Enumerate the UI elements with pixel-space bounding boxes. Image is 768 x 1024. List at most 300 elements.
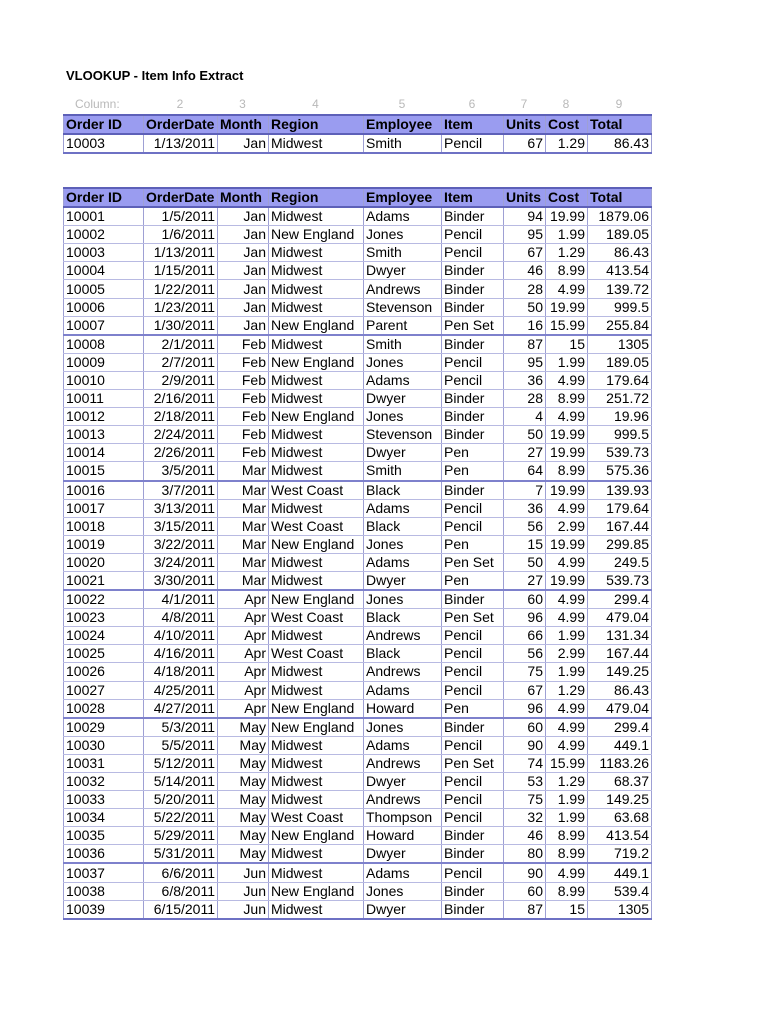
region-cell[interactable]: Midwest [269, 499, 364, 517]
employee-cell[interactable]: Andrews [364, 754, 442, 772]
total-cell[interactable]: 413.54 [588, 262, 652, 280]
employee-cell[interactable]: Smith [364, 335, 442, 354]
units-cell[interactable]: 94 [504, 207, 546, 226]
order-id-cell[interactable]: 10033 [64, 791, 144, 809]
total-cell[interactable]: 1305 [588, 900, 652, 919]
month-cell[interactable]: Feb [218, 353, 269, 371]
order-id-cell[interactable]: 10011 [64, 390, 144, 408]
region-cell[interactable]: New England [269, 827, 364, 845]
order-id-cell[interactable]: 10012 [64, 408, 144, 426]
order-date-cell[interactable]: 3/7/2011 [144, 481, 218, 500]
employee-cell[interactable]: Black [364, 517, 442, 535]
region-cell[interactable]: Midwest [269, 390, 364, 408]
item-cell[interactable]: Binder [442, 900, 504, 919]
cost-cell[interactable]: 1.99 [546, 226, 588, 244]
region-cell[interactable]: Midwest [269, 371, 364, 389]
order-date-cell[interactable]: 1/23/2011 [144, 298, 218, 316]
region-cell[interactable]: Midwest [269, 681, 364, 699]
employee-cell[interactable]: Jones [364, 718, 442, 737]
order-date-cell[interactable]: 6/15/2011 [144, 900, 218, 919]
header-region[interactable]: Region [269, 188, 364, 207]
employee-cell[interactable]: Howard [364, 827, 442, 845]
order-id-cell[interactable]: 10021 [64, 571, 144, 590]
order-date-cell[interactable]: 2/18/2011 [144, 408, 218, 426]
order-date-cell[interactable]: 3/15/2011 [144, 517, 218, 535]
month-cell[interactable]: Jan [218, 280, 269, 298]
total-cell[interactable]: 299.85 [588, 535, 652, 553]
cost-cell[interactable]: 1.99 [546, 353, 588, 371]
item-cell[interactable]: Pencil [442, 226, 504, 244]
region-cell[interactable]: Midwest [269, 207, 364, 226]
units-cell[interactable]: 56 [504, 517, 546, 535]
order-date-cell[interactable]: 1/13/2011 [144, 244, 218, 262]
employee-cell[interactable]: Adams [364, 499, 442, 517]
units-cell[interactable]: 27 [504, 444, 546, 462]
header-cost[interactable]: Cost [546, 115, 588, 134]
total-cell[interactable]: 131.34 [588, 627, 652, 645]
item-cell[interactable]: Binder [442, 845, 504, 864]
total-cell[interactable]: 249.5 [588, 553, 652, 571]
units-cell[interactable]: 87 [504, 900, 546, 919]
cost-cell[interactable]: 19.99 [546, 444, 588, 462]
cost-cell[interactable]: 4.99 [546, 499, 588, 517]
order-date-cell[interactable]: 4/18/2011 [144, 663, 218, 681]
employee-cell[interactable]: Adams [364, 207, 442, 226]
employee-cell[interactable]: Thompson [364, 809, 442, 827]
order-id-cell[interactable]: 10030 [64, 736, 144, 754]
item-cell[interactable]: Binder [442, 262, 504, 280]
order-id-cell[interactable]: 10020 [64, 553, 144, 571]
order-date-cell[interactable]: 5/29/2011 [144, 827, 218, 845]
item-cell[interactable]: Pencil [442, 517, 504, 535]
order-id-cell[interactable]: 10005 [64, 280, 144, 298]
total-cell[interactable]: 999.5 [588, 298, 652, 316]
cost-cell[interactable]: 1.29 [546, 681, 588, 699]
units-cell[interactable]: 80 [504, 845, 546, 864]
order-id-cell[interactable]: 10007 [64, 316, 144, 335]
order-id-cell[interactable]: 10009 [64, 353, 144, 371]
order-id-cell[interactable]: 10008 [64, 335, 144, 354]
region-cell[interactable]: Midwest [269, 462, 364, 481]
units-cell[interactable]: 46 [504, 262, 546, 280]
total-cell[interactable]: 255.84 [588, 316, 652, 335]
employee-cell[interactable]: Parent [364, 316, 442, 335]
month-cell[interactable]: Feb [218, 335, 269, 354]
item-cell[interactable]: Binder [442, 390, 504, 408]
cost-cell[interactable]: 4.99 [546, 718, 588, 737]
employee-cell[interactable]: Andrews [364, 280, 442, 298]
units-cell[interactable]: 60 [504, 718, 546, 737]
header-order-id[interactable]: Order ID [64, 188, 144, 207]
employee-cell[interactable]: Jones [364, 408, 442, 426]
month-cell[interactable]: Apr [218, 609, 269, 627]
units-cell[interactable]: 60 [504, 882, 546, 900]
order-id-cell[interactable]: 10014 [64, 444, 144, 462]
region-cell[interactable]: New England [269, 316, 364, 335]
region-cell[interactable]: Midwest [269, 863, 364, 882]
cost-cell[interactable]: 19.99 [546, 426, 588, 444]
region-cell[interactable]: Midwest [269, 900, 364, 919]
month-cell[interactable]: May [218, 791, 269, 809]
employee-cell[interactable]: Adams [364, 681, 442, 699]
units-cell[interactable]: 7 [504, 481, 546, 500]
region-cell[interactable]: Midwest [269, 244, 364, 262]
cost-cell[interactable]: 8.99 [546, 262, 588, 280]
month-cell[interactable]: Mar [218, 462, 269, 481]
total-cell[interactable]: 449.1 [588, 863, 652, 882]
units-cell[interactable]: 53 [504, 773, 546, 791]
header-item[interactable]: Item [442, 188, 504, 207]
cost-cell[interactable]: 4.99 [546, 863, 588, 882]
employee-cell[interactable]: Black [364, 645, 442, 663]
month-cell[interactable]: May [218, 827, 269, 845]
cost-cell[interactable]: 8.99 [546, 827, 588, 845]
region-cell[interactable]: Midwest [269, 280, 364, 298]
order-date-cell[interactable]: 2/26/2011 [144, 444, 218, 462]
total-cell[interactable]: 63.68 [588, 809, 652, 827]
total-cell[interactable]: 479.04 [588, 609, 652, 627]
region-cell[interactable]: New England [269, 535, 364, 553]
order-id-cell[interactable]: 10028 [64, 699, 144, 718]
total-cell[interactable]: 719.2 [588, 845, 652, 864]
order-id-cell[interactable]: 10010 [64, 371, 144, 389]
item-cell[interactable]: Pen [442, 571, 504, 590]
order-date-cell[interactable]: 6/8/2011 [144, 882, 218, 900]
units-cell[interactable]: 67 [504, 681, 546, 699]
cost-cell[interactable]: 1.29 [546, 244, 588, 262]
employee-cell[interactable]: Stevenson [364, 298, 442, 316]
total-cell[interactable]: 479.04 [588, 699, 652, 718]
units-cell[interactable]: 28 [504, 280, 546, 298]
month-cell[interactable]: Jan [218, 316, 269, 335]
month-cell[interactable]: Jun [218, 863, 269, 882]
cost-cell[interactable]: 4.99 [546, 553, 588, 571]
region-cell[interactable]: Midwest [269, 262, 364, 280]
total-cell[interactable]: 1183.26 [588, 754, 652, 772]
header-item[interactable]: Item [442, 115, 504, 134]
month-cell[interactable]: Jan [218, 244, 269, 262]
item-cell[interactable]: Binder [442, 882, 504, 900]
order-date-cell[interactable]: 2/7/2011 [144, 353, 218, 371]
item-cell[interactable]: Pencil [442, 645, 504, 663]
order-date-cell[interactable]: 5/3/2011 [144, 718, 218, 737]
total-cell[interactable]: 179.64 [588, 499, 652, 517]
month-cell[interactable]: May [218, 754, 269, 772]
order-date-cell[interactable]: 2/9/2011 [144, 371, 218, 389]
order-id-cell[interactable]: 10038 [64, 882, 144, 900]
total-cell[interactable]: 19.96 [588, 408, 652, 426]
month-cell[interactable]: Apr [218, 645, 269, 663]
units-cell[interactable]: 50 [504, 553, 546, 571]
header-total[interactable]: Total [588, 115, 652, 134]
order-id-cell[interactable]: 10031 [64, 754, 144, 772]
cost-cell[interactable]: 19.99 [546, 571, 588, 590]
item-cell[interactable]: Pen [442, 699, 504, 718]
order-date-cell[interactable]: 2/24/2011 [144, 426, 218, 444]
cost-cell[interactable]: 4.99 [546, 699, 588, 718]
units-cell[interactable]: 28 [504, 390, 546, 408]
item-cell[interactable]: Binder [442, 827, 504, 845]
employee-cell[interactable]: Dwyer [364, 571, 442, 590]
employee-cell[interactable]: Dwyer [364, 444, 442, 462]
order-date-cell[interactable]: 3/24/2011 [144, 553, 218, 571]
lookup-order-id-cell[interactable]: 10003 [64, 134, 144, 153]
order-id-cell[interactable]: 10026 [64, 663, 144, 681]
units-cell[interactable]: 50 [504, 426, 546, 444]
region-cell[interactable]: New England [269, 882, 364, 900]
cost-cell[interactable]: 15 [546, 900, 588, 919]
order-id-cell[interactable]: 10032 [64, 773, 144, 791]
item-cell[interactable]: Pen Set [442, 609, 504, 627]
cost-cell[interactable]: 19.99 [546, 207, 588, 226]
order-date-cell[interactable]: 6/6/2011 [144, 863, 218, 882]
cost-cell[interactable]: 19.99 [546, 481, 588, 500]
month-cell[interactable]: Apr [218, 627, 269, 645]
total-cell[interactable]: 413.54 [588, 827, 652, 845]
order-id-cell[interactable]: 10018 [64, 517, 144, 535]
month-cell[interactable]: May [218, 809, 269, 827]
order-date-cell[interactable]: 4/8/2011 [144, 609, 218, 627]
total-cell[interactable]: 539.73 [588, 571, 652, 590]
units-cell[interactable]: 4 [504, 408, 546, 426]
employee-cell[interactable]: Dwyer [364, 845, 442, 864]
header-region[interactable]: Region [269, 115, 364, 134]
employee-cell[interactable]: Adams [364, 553, 442, 571]
month-cell[interactable]: Mar [218, 517, 269, 535]
cost-cell[interactable]: 2.99 [546, 517, 588, 535]
month-cell[interactable]: Jan [218, 207, 269, 226]
item-cell[interactable]: Pencil [442, 863, 504, 882]
employee-cell[interactable]: Stevenson [364, 426, 442, 444]
lookup-month-cell[interactable]: Jan [218, 134, 269, 153]
order-date-cell[interactable]: 4/27/2011 [144, 699, 218, 718]
cost-cell[interactable]: 15.99 [546, 754, 588, 772]
item-cell[interactable]: Pencil [442, 681, 504, 699]
employee-cell[interactable]: Andrews [364, 791, 442, 809]
order-date-cell[interactable]: 3/30/2011 [144, 571, 218, 590]
units-cell[interactable]: 27 [504, 571, 546, 590]
cost-cell[interactable]: 4.99 [546, 408, 588, 426]
order-id-cell[interactable]: 10002 [64, 226, 144, 244]
lookup-region-cell[interactable]: Midwest [269, 134, 364, 153]
header-month[interactable]: Month [218, 188, 269, 207]
order-id-cell[interactable]: 10024 [64, 627, 144, 645]
item-cell[interactable]: Binder [442, 590, 504, 609]
units-cell[interactable]: 74 [504, 754, 546, 772]
order-id-cell[interactable]: 10019 [64, 535, 144, 553]
order-date-cell[interactable]: 5/12/2011 [144, 754, 218, 772]
header-employee[interactable]: Employee [364, 115, 442, 134]
header-total[interactable]: Total [588, 188, 652, 207]
order-id-cell[interactable]: 10015 [64, 462, 144, 481]
order-id-cell[interactable]: 10025 [64, 645, 144, 663]
region-cell[interactable]: New England [269, 699, 364, 718]
month-cell[interactable]: May [218, 845, 269, 864]
order-id-cell[interactable]: 10036 [64, 845, 144, 864]
order-id-cell[interactable]: 10023 [64, 609, 144, 627]
cost-cell[interactable]: 19.99 [546, 535, 588, 553]
employee-cell[interactable]: Adams [364, 371, 442, 389]
units-cell[interactable]: 50 [504, 298, 546, 316]
order-date-cell[interactable]: 5/22/2011 [144, 809, 218, 827]
region-cell[interactable]: West Coast [269, 609, 364, 627]
units-cell[interactable]: 75 [504, 663, 546, 681]
total-cell[interactable]: 68.37 [588, 773, 652, 791]
total-cell[interactable]: 179.64 [588, 371, 652, 389]
order-date-cell[interactable]: 5/14/2011 [144, 773, 218, 791]
employee-cell[interactable]: Dwyer [364, 773, 442, 791]
order-id-cell[interactable]: 10004 [64, 262, 144, 280]
units-cell[interactable]: 87 [504, 335, 546, 354]
month-cell[interactable]: Mar [218, 499, 269, 517]
header-order-id[interactable]: Order ID [64, 115, 144, 134]
units-cell[interactable]: 64 [504, 462, 546, 481]
cost-cell[interactable]: 1.99 [546, 791, 588, 809]
region-cell[interactable]: New England [269, 718, 364, 737]
item-cell[interactable]: Pen [442, 535, 504, 553]
total-cell[interactable]: 449.1 [588, 736, 652, 754]
region-cell[interactable]: Midwest [269, 553, 364, 571]
order-date-cell[interactable]: 1/15/2011 [144, 262, 218, 280]
units-cell[interactable]: 90 [504, 863, 546, 882]
region-cell[interactable]: New England [269, 408, 364, 426]
total-cell[interactable]: 167.44 [588, 645, 652, 663]
cost-cell[interactable]: 8.99 [546, 882, 588, 900]
order-date-cell[interactable]: 5/20/2011 [144, 791, 218, 809]
total-cell[interactable]: 167.44 [588, 517, 652, 535]
total-cell[interactable]: 86.43 [588, 244, 652, 262]
total-cell[interactable]: 86.43 [588, 681, 652, 699]
order-date-cell[interactable]: 5/31/2011 [144, 845, 218, 864]
order-id-cell[interactable]: 10003 [64, 244, 144, 262]
header-employee[interactable]: Employee [364, 188, 442, 207]
lookup-order-date-cell[interactable]: 1/13/2011 [144, 134, 218, 153]
cost-cell[interactable]: 4.99 [546, 280, 588, 298]
order-id-cell[interactable]: 10037 [64, 863, 144, 882]
order-id-cell[interactable]: 10013 [64, 426, 144, 444]
units-cell[interactable]: 16 [504, 316, 546, 335]
order-date-cell[interactable]: 2/1/2011 [144, 335, 218, 354]
item-cell[interactable]: Pencil [442, 499, 504, 517]
total-cell[interactable]: 999.5 [588, 426, 652, 444]
item-cell[interactable]: Pencil [442, 736, 504, 754]
total-cell[interactable]: 149.25 [588, 663, 652, 681]
cost-cell[interactable]: 4.99 [546, 609, 588, 627]
header-cost[interactable]: Cost [546, 188, 588, 207]
region-cell[interactable]: Midwest [269, 754, 364, 772]
cost-cell[interactable]: 4.99 [546, 736, 588, 754]
employee-cell[interactable]: Smith [364, 462, 442, 481]
total-cell[interactable]: 149.25 [588, 791, 652, 809]
region-cell[interactable]: West Coast [269, 645, 364, 663]
total-cell[interactable]: 299.4 [588, 718, 652, 737]
item-cell[interactable]: Pen [442, 462, 504, 481]
units-cell[interactable]: 95 [504, 353, 546, 371]
month-cell[interactable]: Apr [218, 681, 269, 699]
total-cell[interactable]: 139.93 [588, 481, 652, 500]
header-month[interactable]: Month [218, 115, 269, 134]
units-cell[interactable]: 96 [504, 699, 546, 718]
lookup-item-cell[interactable]: Pencil [442, 134, 504, 153]
order-date-cell[interactable]: 4/10/2011 [144, 627, 218, 645]
lookup-employee-cell[interactable]: Smith [364, 134, 442, 153]
item-cell[interactable]: Pen Set [442, 754, 504, 772]
item-cell[interactable]: Pencil [442, 663, 504, 681]
month-cell[interactable]: May [218, 773, 269, 791]
region-cell[interactable]: West Coast [269, 481, 364, 500]
order-id-cell[interactable]: 10029 [64, 718, 144, 737]
region-cell[interactable]: Midwest [269, 444, 364, 462]
month-cell[interactable]: Feb [218, 444, 269, 462]
order-date-cell[interactable]: 1/5/2011 [144, 207, 218, 226]
region-cell[interactable]: Midwest [269, 773, 364, 791]
month-cell[interactable]: Feb [218, 371, 269, 389]
units-cell[interactable]: 46 [504, 827, 546, 845]
units-cell[interactable]: 67 [504, 244, 546, 262]
region-cell[interactable]: New England [269, 226, 364, 244]
employee-cell[interactable]: Andrews [364, 627, 442, 645]
cost-cell[interactable]: 8.99 [546, 462, 588, 481]
cost-cell[interactable]: 1.99 [546, 663, 588, 681]
month-cell[interactable]: Jan [218, 298, 269, 316]
region-cell[interactable]: Midwest [269, 791, 364, 809]
order-id-cell[interactable]: 10034 [64, 809, 144, 827]
item-cell[interactable]: Binder [442, 280, 504, 298]
header-order-date[interactable]: OrderDate [144, 115, 218, 134]
order-date-cell[interactable]: 3/13/2011 [144, 499, 218, 517]
month-cell[interactable]: Apr [218, 699, 269, 718]
lookup-cost-cell[interactable]: 1.29 [546, 134, 588, 153]
item-cell[interactable]: Pencil [442, 809, 504, 827]
order-id-cell[interactable]: 10016 [64, 481, 144, 500]
total-cell[interactable]: 575.36 [588, 462, 652, 481]
units-cell[interactable]: 56 [504, 645, 546, 663]
units-cell[interactable]: 90 [504, 736, 546, 754]
units-cell[interactable]: 95 [504, 226, 546, 244]
month-cell[interactable]: May [218, 718, 269, 737]
region-cell[interactable]: West Coast [269, 517, 364, 535]
employee-cell[interactable]: Dwyer [364, 900, 442, 919]
region-cell[interactable]: New England [269, 590, 364, 609]
cost-cell[interactable]: 15.99 [546, 316, 588, 335]
total-cell[interactable]: 299.4 [588, 590, 652, 609]
units-cell[interactable]: 60 [504, 590, 546, 609]
header-order-date[interactable]: OrderDate [144, 188, 218, 207]
region-cell[interactable]: Midwest [269, 298, 364, 316]
order-id-cell[interactable]: 10001 [64, 207, 144, 226]
employee-cell[interactable]: Black [364, 481, 442, 500]
employee-cell[interactable]: Dwyer [364, 390, 442, 408]
employee-cell[interactable]: Jones [364, 226, 442, 244]
cost-cell[interactable]: 8.99 [546, 390, 588, 408]
order-id-cell[interactable]: 10035 [64, 827, 144, 845]
region-cell[interactable]: Midwest [269, 627, 364, 645]
month-cell[interactable]: Mar [218, 535, 269, 553]
region-cell[interactable]: Midwest [269, 571, 364, 590]
cost-cell[interactable]: 1.29 [546, 773, 588, 791]
total-cell[interactable]: 251.72 [588, 390, 652, 408]
item-cell[interactable]: Binder [442, 207, 504, 226]
month-cell[interactable]: Mar [218, 571, 269, 590]
header-units[interactable]: Units [504, 188, 546, 207]
lookup-units-cell[interactable]: 67 [504, 134, 546, 153]
order-date-cell[interactable]: 1/22/2011 [144, 280, 218, 298]
month-cell[interactable]: Feb [218, 390, 269, 408]
item-cell[interactable]: Binder [442, 481, 504, 500]
item-cell[interactable]: Binder [442, 718, 504, 737]
cost-cell[interactable]: 4.99 [546, 371, 588, 389]
order-id-cell[interactable]: 10017 [64, 499, 144, 517]
